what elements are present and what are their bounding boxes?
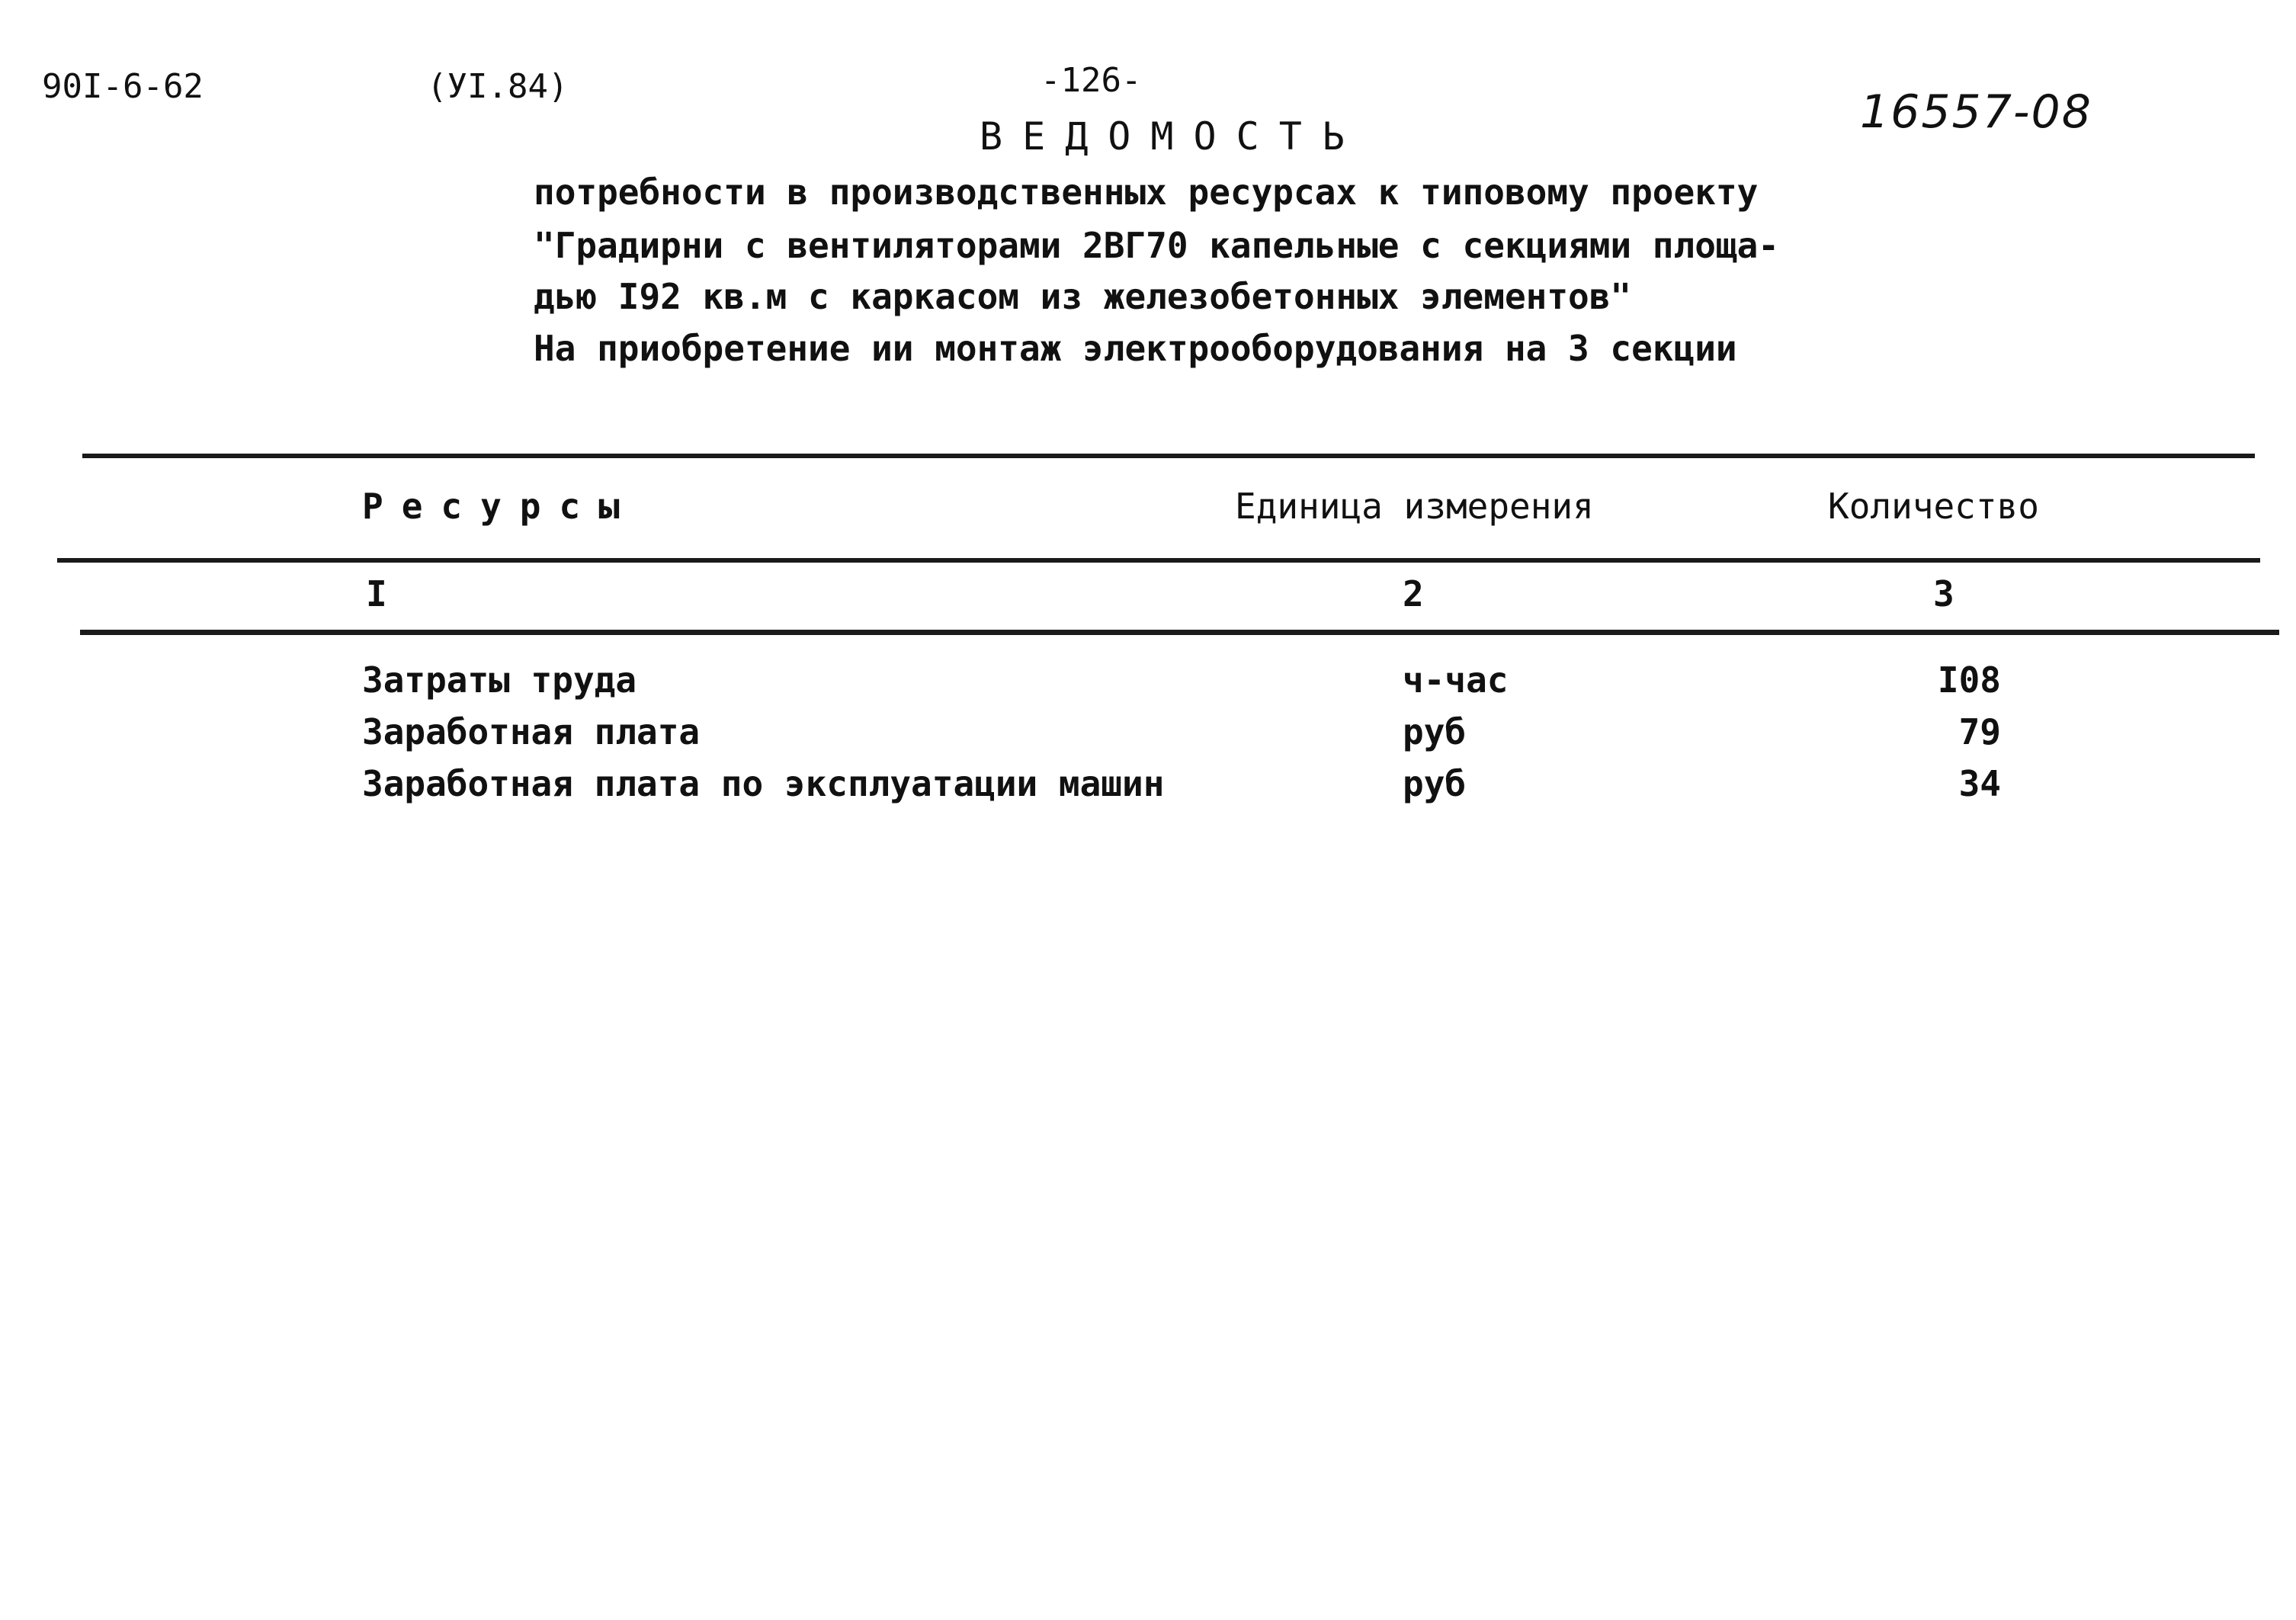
document-code: 90I-6-62 bbox=[42, 67, 204, 106]
column-number: 2 bbox=[1403, 573, 1424, 614]
subtitle-line: дью I92 кв.м с каркасом из железобетонных элементов" bbox=[534, 276, 1632, 317]
archive-number: 16557-08 bbox=[1860, 85, 2092, 139]
row-unit: руб bbox=[1403, 763, 1467, 804]
table-body-rule bbox=[80, 630, 2279, 635]
page-number: -126- bbox=[1041, 61, 1142, 100]
column-header-quantity: Количество bbox=[1828, 486, 2039, 527]
column-number: 3 bbox=[1933, 573, 1954, 614]
table-top-rule bbox=[82, 454, 2255, 458]
row-quantity: 79 bbox=[1958, 711, 2001, 752]
row-unit: руб bbox=[1403, 711, 1467, 752]
subtitle-line: потребности в производственных ресурсах к типовому проекту bbox=[534, 172, 1759, 213]
row-resource: Заработная плата bbox=[362, 711, 701, 752]
column-number: I bbox=[366, 573, 387, 614]
column-header-resources: Ресурсы bbox=[362, 486, 638, 527]
subtitle-line: "Градирни с вентиляторами 2ВГ70 капельные с секциями площа- bbox=[534, 225, 1779, 266]
row-unit: ч-час bbox=[1403, 659, 1509, 701]
document-title: ВЕДОМОСТЬ bbox=[980, 114, 1364, 159]
table-header-rule bbox=[57, 558, 2260, 563]
subtitle-line: На приобретение ии монтаж электрооборудования на 3 секции bbox=[534, 328, 1737, 369]
document-date-code: (УI.84) bbox=[427, 67, 569, 106]
row-resource: Заработная плата по эксплуатации машин bbox=[362, 763, 1165, 804]
row-resource: Затраты труда bbox=[362, 659, 637, 701]
row-quantity: 34 bbox=[1958, 763, 2001, 804]
column-header-unit: Единица измерения bbox=[1235, 486, 1594, 527]
row-quantity: I08 bbox=[1937, 659, 2001, 701]
